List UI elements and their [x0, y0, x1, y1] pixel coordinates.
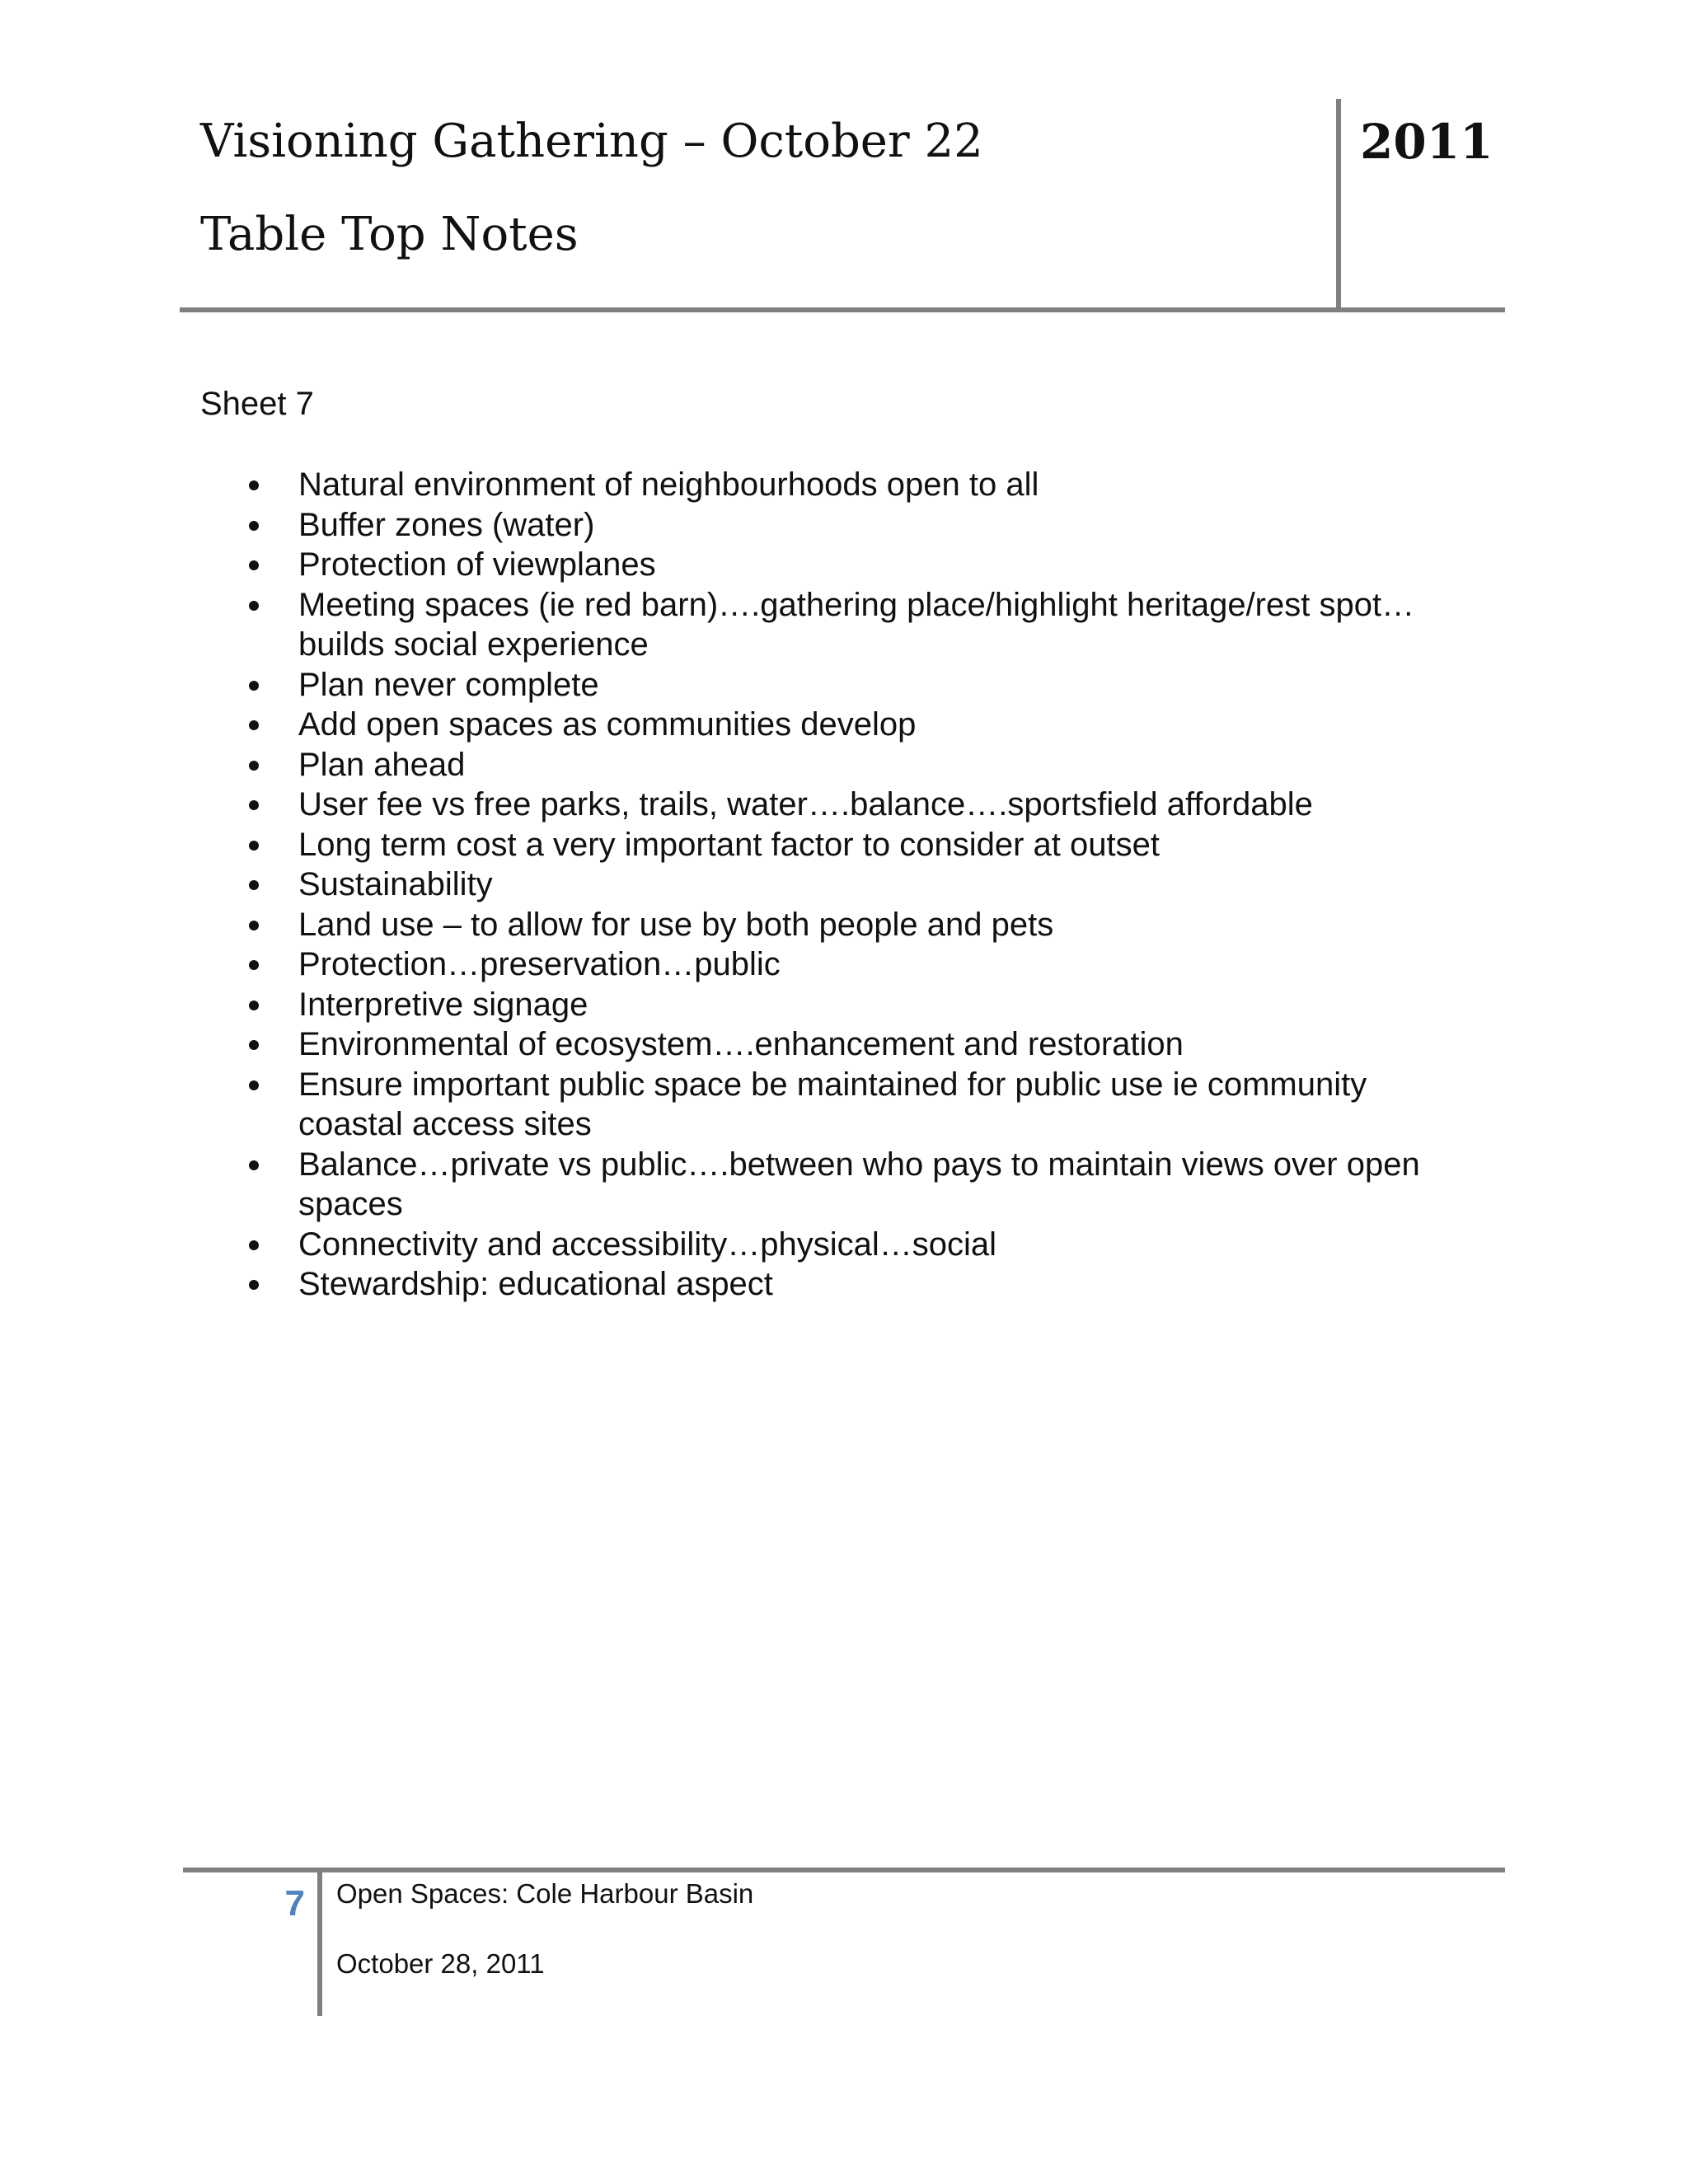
bullet-icon	[249, 960, 259, 970]
bullet-icon	[249, 1080, 259, 1090]
list-item	[0, 1145, 1452, 1225]
bullet-icon	[249, 1240, 259, 1250]
list-item-text: Ensure important public space be maintained for public use ie community coastal access sites	[298, 1066, 1367, 1142]
list-item	[0, 1065, 1452, 1145]
bullet-icon	[249, 1001, 259, 1010]
footer-vertical-divider	[317, 1871, 322, 2016]
list-item	[0, 705, 1452, 745]
list-item	[0, 825, 1452, 865]
bullet-icon	[249, 761, 259, 771]
bullet-icon	[249, 1040, 259, 1050]
footer-horizontal-divider	[183, 1868, 1505, 1872]
list-item-text: Stewardship: educational aspect	[298, 1266, 773, 1302]
list-item-text: Plan never complete	[298, 666, 599, 703]
list-item	[0, 1264, 1452, 1305]
bullet-icon	[249, 1160, 259, 1170]
list-item	[0, 465, 1452, 505]
header-year: 2011	[1360, 114, 1493, 170]
list-item-text: Natural environment of neighbourhoods open to all	[298, 466, 1039, 503]
footer-date: October 28, 2011	[336, 1948, 545, 1979]
notes-bullet-list	[0, 465, 1688, 1305]
list-item-text: Buffer zones (water)	[298, 506, 595, 543]
header-title: Visioning Gathering – October 22	[200, 115, 983, 168]
list-item	[0, 1225, 1452, 1265]
list-item	[0, 985, 1452, 1025]
list-item-text: Connectivity and accessibility…physical…social	[298, 1226, 997, 1263]
bullet-icon	[249, 880, 259, 890]
list-item	[0, 1024, 1452, 1065]
page-number: 7	[284, 1883, 305, 1924]
bullet-icon	[249, 560, 259, 570]
list-item	[0, 545, 1452, 585]
list-item	[0, 785, 1452, 825]
header-vertical-divider	[1336, 99, 1341, 310]
list-item-text: Sustainability	[298, 866, 493, 902]
list-item-text: Long term cost a very important factor to consider at outset	[298, 826, 1160, 863]
list-item	[0, 944, 1452, 985]
bullet-icon	[249, 841, 259, 851]
list-item-text: Balance…private vs public….between who pays to maintain views over open spaces	[298, 1146, 1420, 1222]
bullet-icon	[249, 480, 259, 490]
header-subtitle: Table Top Notes	[200, 208, 579, 261]
bullet-icon	[249, 921, 259, 930]
list-item-text: Environmental of ecosystem….enhancement and restoration	[298, 1026, 1184, 1062]
list-item	[0, 585, 1452, 665]
list-item-text: Land use – to allow for use by both people and pets	[298, 906, 1054, 943]
header-horizontal-divider	[180, 307, 1505, 312]
bullet-icon	[249, 521, 259, 531]
bullet-icon	[249, 601, 259, 611]
bullet-icon	[249, 720, 259, 730]
list-item-text: Meeting spaces (ie red barn)….gathering place/highlight heritage/rest spot…builds social experience	[298, 586, 1415, 663]
list-item	[0, 865, 1452, 905]
bullet-icon	[249, 681, 259, 691]
page-header	[0, 0, 1688, 330]
list-item	[0, 505, 1452, 546]
list-item-text: Protection of viewplanes	[298, 546, 656, 583]
footer-document-title: Open Spaces: Cole Harbour Basin	[336, 1878, 754, 1909]
list-item-text: Plan ahead	[298, 746, 466, 783]
list-item	[0, 665, 1452, 705]
list-item-text: Protection…preservation…public	[298, 946, 781, 982]
sheet-label: Sheet 7	[200, 386, 314, 422]
list-item	[0, 905, 1452, 945]
list-item-text: Add open spaces as communities develop	[298, 706, 917, 743]
bullet-icon	[249, 1280, 259, 1290]
list-item-text: Interpretive signage	[298, 986, 588, 1023]
list-item-text: User fee vs free parks, trails, water….balance….sportsfield affordable	[298, 786, 1313, 823]
bullet-icon	[249, 800, 259, 810]
list-item	[0, 745, 1452, 785]
